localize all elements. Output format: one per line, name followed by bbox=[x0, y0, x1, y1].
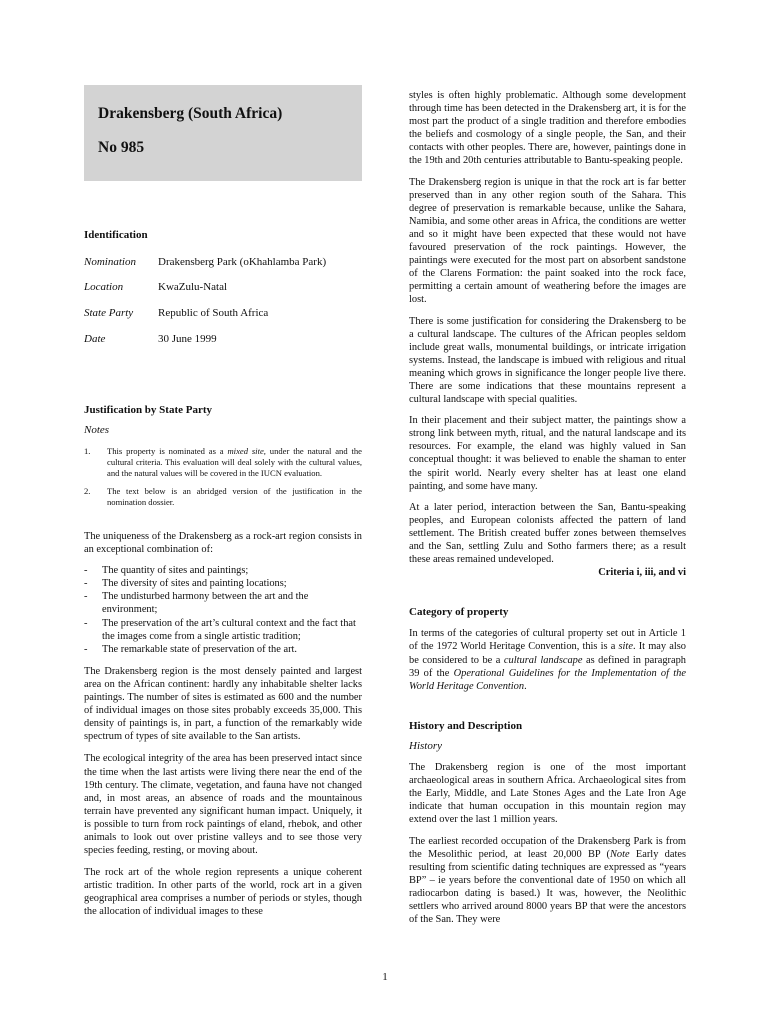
identification-value: 30 June 1999 bbox=[158, 333, 217, 345]
paragraph: There is some justification for considering the Drakensberg to be a cultural landscape. The cultures of the African peoples seldom include great walls, monumental buildings, or intricate irrigation systems. Instead, the landscape is imbued with religious and ritual meaning which grows in significance the longer people live there. There are some indications that these mountains represent a cultural landscape with special qualities. bbox=[409, 315, 686, 406]
justification-intro: The uniqueness of the Drakensberg as a rock-art region consists in an exceptional combination of: bbox=[84, 531, 362, 556]
category-paragraph: In terms of the categories of cultural property set out in Article 1 of the 1972 World Heritage Convention, this is a site. It may also be considered to be a cultural landscape as defined in paragraph 39 of the Operational Guidelines for the Implementation of the World Heritage Convention. bbox=[409, 628, 686, 692]
right-column-body bbox=[409, 89, 686, 926]
left-column-body bbox=[84, 530, 362, 919]
notes-list bbox=[84, 446, 362, 508]
note-2: 2. The text below is an abridged version of the justification in the nomination dossier. bbox=[84, 486, 362, 507]
list-item: - The undisturbed harmony between the art and the environment; bbox=[84, 591, 309, 616]
note-number: 1. bbox=[84, 446, 91, 456]
paragraph: In their placement and their subject matter, the paintings show a strong link between myth, ritual, and the natural landscape and its resources. For example, the eland was highly valued in San conceptual thought: it was believed to enable the shaman to enter the spirit world. Nearly every shelter has at least one eland painting, and some have many. bbox=[409, 415, 686, 492]
paragraph: The Drakensberg region is unique in that the rock art is far better preserved than in any other region south of the Sahara. This degree of preservation is remarkable because, unlike the Sahara, Namibia, and some other areas in Africa, the conditions are wetter and so it might have been expected that these would not have favoured preservation of the rock paintings. However, the paintings were executed for the most part on absorbent sandstone of the Clarens Formation: the paint soaked into the rock face, permitting a certain amount of weathering before the images are lost. bbox=[409, 176, 686, 306]
title-box bbox=[84, 85, 362, 181]
list-item: - The diversity of sites and painting locations; bbox=[84, 578, 287, 590]
note-number: 2. bbox=[84, 486, 91, 496]
paragraph: The Drakensberg region is the most densely painted and largest area on the African continent: hardly any inhabitable shelter lacks paintings. The number of sites is estimated as 600 and the number of individual images on those sites probably exceeds 35,000. This density of paintings is, in part, a function of the remarkably wide spectrum of types of site available to the San artists. bbox=[84, 665, 362, 743]
paragraph: The rock art of the whole region represents a unique coherent artistic tradition. In other parts of the world, rock art in a given geographical area comprises a number of periods or styles, though the allocation of individual images to these bbox=[84, 867, 362, 918]
document-number: No 985 bbox=[98, 139, 145, 156]
list-item: - The remarkable state of preservation of the art. bbox=[84, 643, 298, 655]
justification-heading-block bbox=[84, 404, 362, 437]
identification-label: Nomination bbox=[84, 256, 136, 268]
identification-label: Location bbox=[84, 281, 124, 293]
justification-bullets bbox=[84, 564, 362, 656]
history-subheading: History bbox=[409, 739, 442, 752]
history-heading: History and Description bbox=[409, 719, 523, 732]
justification-heading: Justification by State Party bbox=[84, 404, 213, 416]
page-number: 1 bbox=[382, 971, 388, 983]
document-title: Drakensberg (South Africa) bbox=[98, 105, 283, 122]
identification-value: Republic of South Africa bbox=[158, 307, 269, 319]
identification-heading: Identification bbox=[84, 229, 148, 241]
paragraph: The ecological integrity of the area has been preserved intact since the time when the last artists were living there near the end of the 19th century. The climate, vegetation, and fauna have not changed and, in most areas, an absence of roads and the mountainous terrain have prevented any significant human impact. Uniquely, it is possible to turn from rock paintings of eland, rhebok, and other animals to look out over pristine valleys and to see those very species feeding, resting, or moving about. bbox=[84, 753, 362, 857]
identification-label: Date bbox=[84, 333, 106, 345]
paragraph: styles is often highly problematic. Although some development through time has been detected in the Drakensberg art, it is for the most part the product of a single tradition and therefore embodies the beliefs and cosmology of a single people, the San, and their contacts with other peoples. There are, however, paintings done in the 19th and 20th centuries attributable to Bantu-speaking people. bbox=[409, 90, 686, 167]
list-item: - The preservation of the art’s cultural context and the fact that the images come from a single artistic tradition; bbox=[84, 617, 356, 642]
paragraph: The earliest recorded occupation of the Drakensberg Park is from the Mesolithic period, at least 20,000 BP (Note Early dates resulting from scientific dating techniques are expressed as “years BP” – ie years before the conventional date of 1950 on which all radiocarbon dating is based.) It was, however, the Neolithic settlers who arrived around 8000 years BP that were the ancestors of the San. They were bbox=[409, 835, 686, 926]
list-item: - The quantity of sites and paintings; bbox=[84, 565, 249, 577]
identification-label: State Party bbox=[84, 307, 134, 319]
paragraph: At a later period, interaction between the San, Bantu-speaking peoples, and European colonists affected the pattern of land settlement. The British created buffer zones between themselves and the San, settling Zulu and Sotho farmers there; as a result these areas remained undeveloped. bbox=[409, 501, 686, 566]
notes-heading: Notes bbox=[84, 424, 110, 437]
criteria-line: Criteria i, iii, and vi bbox=[598, 567, 686, 579]
note-1: 1. This property is nominated as a mixed site, under the natural and the cultural criteria. This evaluation will deal solely with the cultural values, and the natural values will be covered in the IUCN evaluation. bbox=[84, 446, 362, 478]
paragraph: The Drakensberg region is one of the most important archaeological areas in southern Africa. Archaeological sites from the Early, Middle, and Late Stones Ages and the Late Iron Age indicate that human occupation in this mountain region may extend over the last 1 million years. bbox=[409, 762, 686, 826]
identification-value: Drakensberg Park (oKhahlamba Park) bbox=[158, 256, 327, 268]
category-heading: Category of property bbox=[409, 606, 509, 619]
identification-value: KwaZulu-Natal bbox=[158, 281, 228, 293]
